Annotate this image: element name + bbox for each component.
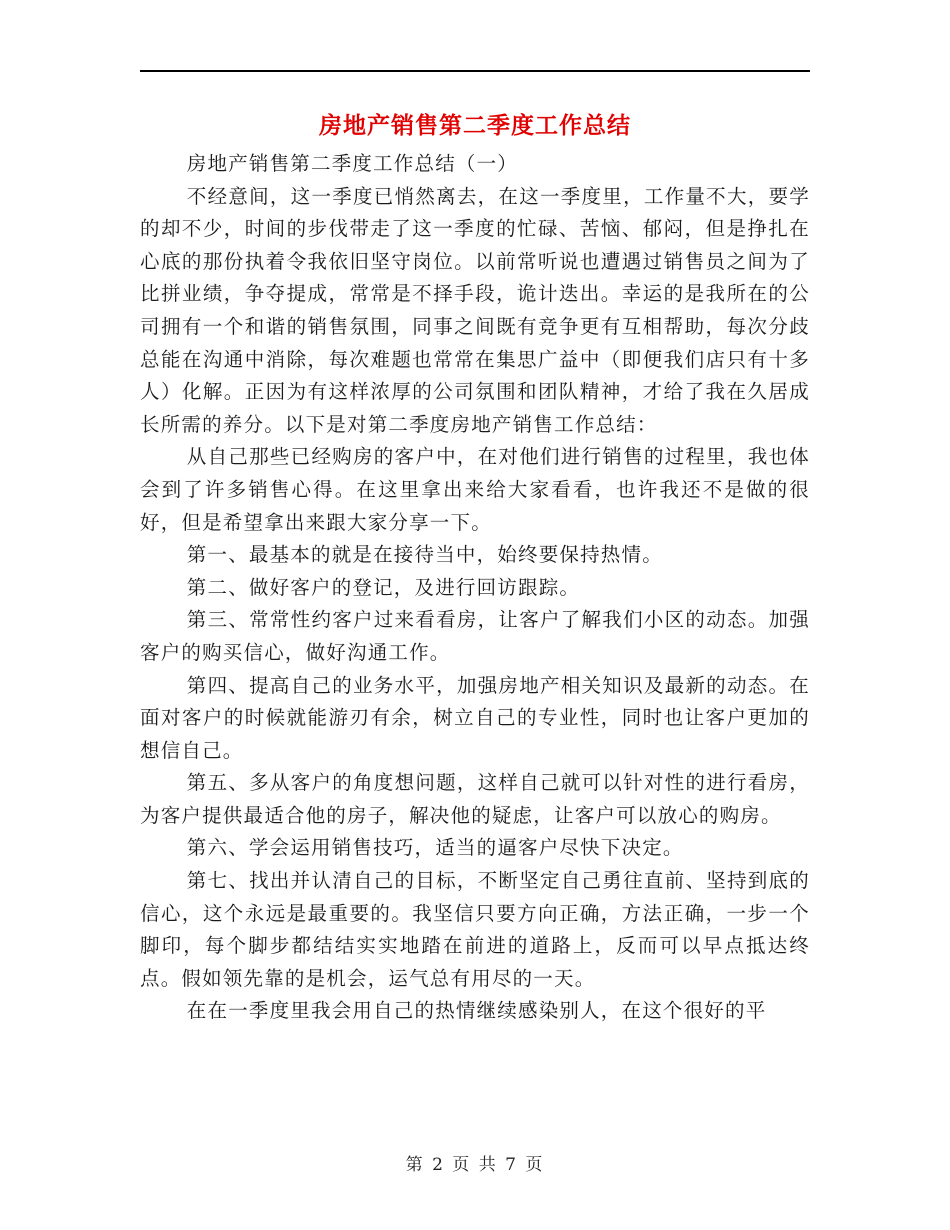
header-rule (140, 70, 810, 72)
point-6: 第六、学会运用销售技巧，适当的逼客户尽快下决定。 (186, 836, 684, 860)
paragraph-experience: 从自己那些已经购房的客户中，在对他们进行销售的过程里，我也体会到了许多销售心得。在这里拿出来给大家看看，也许我还不是做的很好，但是希望拿出来跟大家分享一下。 (140, 445, 810, 534)
paragraph-closing: 在在一季度里我会用自己的热情继续感染别人，在这个很好的平 (186, 999, 767, 1023)
page-footer (0, 1150, 950, 1175)
point-5: 第五、多从客户的角度想问题，这样自己就可以针对性的进行看房，为客户提供最适合他的房子，解决他的疑虑，让客户可以放心的购房。 (140, 771, 810, 827)
document-title: 房地产销售第二季度工作总结 (319, 112, 631, 139)
page-number: 第 2 页 共 7 页 (405, 1155, 545, 1175)
document-body (140, 148, 810, 1028)
point-3: 第三、常常性约客户过来看看房，让客户了解我们小区的动态。加强客户的购买信心，做好沟通工作。 (140, 608, 810, 664)
point-4: 第四、提高自己的业务水平，加强房地产相关知识及最新的动态。在面对客户的时候就能游刃有余，树立自己的专业性，同时也让客户更加的想信自己。 (140, 673, 810, 762)
section-heading: 房地产销售第二季度工作总结（一） (186, 152, 518, 175)
paragraph-intro: 不经意间，这一季度已悄然离去，在这一季度里，工作量不大，要学的却不少，时间的步伐带走了这一季度的忙碌、苦恼、郁闷，但是挣扎在心底的那份执着令我依旧坚守岗位。以前常听说也遭遇过销售员之间为了比拼业绩，争夺提成，常常是不择手段，诡计迭出。幸运的是我所在的公司拥有一个和谐的销售氛围，同事之间既有竞争更有互相帮助，每次分歧总能在沟通中消除，每次难题也常常在集思广益中（即便我们店只有十多人）化解。正因为有这样浓厚的公司氛围和团队精神，才给了我在久居成长所需的养分。以下是对第二季度房地产销售工作总结： (140, 184, 810, 436)
point-7: 第七、找出并认清自己的目标，不断坚定自己勇往直前、坚持到底的信心，这个永远是最重要的。我坚信只要方向正确，方法正确，一步一个脚印，每个脚步都结结实实地踏在前进的道路上，反而可以早点抵达终点。假如领先靠的是机会，运气总有用尽的一天。 (140, 869, 810, 990)
point-2: 第二、做好客户的登记，及进行回访跟踪。 (186, 575, 581, 599)
point-1: 第一、最基本的就是在接待当中，始终要保持热情。 (186, 543, 663, 567)
